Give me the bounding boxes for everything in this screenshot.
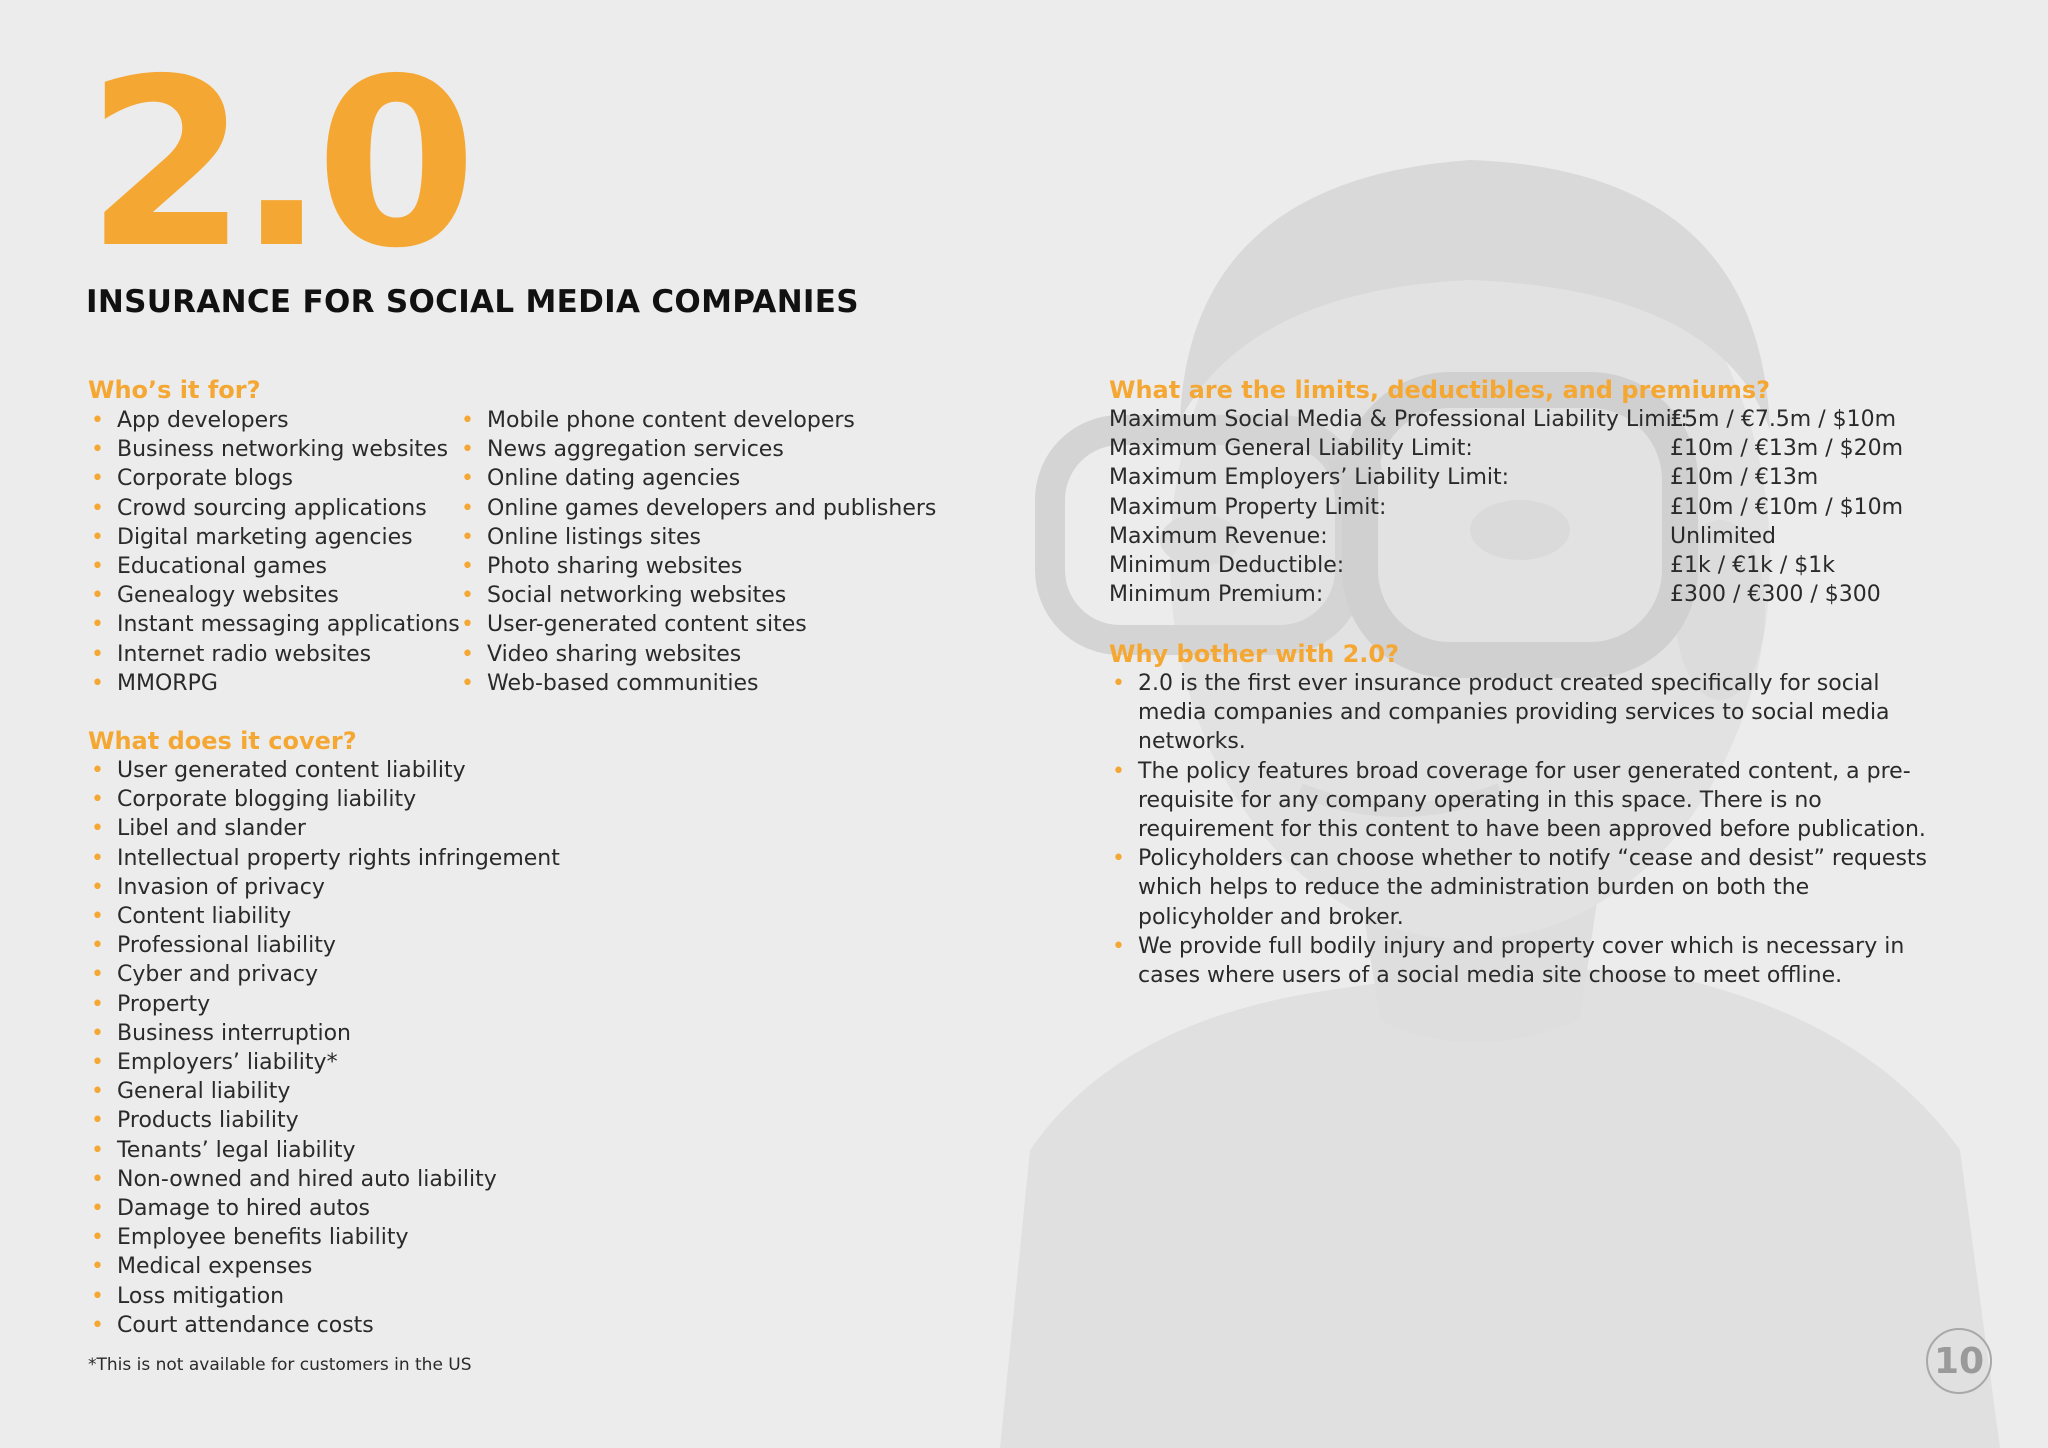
bullet-icon: • [91,904,104,930]
why-heading: Why bother with 2.0? [1109,640,1400,668]
bullet-icon: • [91,933,104,959]
list-item-text: Court attendance costs [117,1312,374,1338]
list-item-text: Business interruption [117,1020,351,1046]
bullet-icon: • [461,466,474,492]
list-item [88,523,460,552]
list-item [458,406,936,435]
bullet-icon: • [91,1020,104,1046]
list-item-text: Social networking websites [487,583,787,609]
bullet-icon: • [461,583,474,609]
bullet-icon: • [461,641,474,667]
who-for-list-col2 [458,406,936,698]
list-item-text: Content liability [117,904,292,930]
list-item-text: Property [117,991,211,1017]
list-item-text: Genealogy websites [117,583,339,609]
bullet-icon: • [461,554,474,580]
list-item-text: MMORPG [117,670,218,696]
limit-value: £1k / €1k / $1k [1670,553,1835,579]
list-item [88,581,460,610]
list-item-text: Online dating agencies [487,466,741,492]
why-list [1109,669,1949,990]
list-item [458,523,936,552]
bullet-icon: • [91,1283,104,1309]
bullet-icon: • [91,1108,104,1134]
list-item [88,1165,560,1194]
bullet-icon: • [1112,671,1125,696]
list-item [88,844,560,873]
bullet-icon: • [91,1137,104,1163]
list-item-text: We provide full bodily injury and property cover which is necessary in cases where users of a social media site choose to meet offline. [1138,933,1905,989]
list-item [88,785,560,814]
list-item [88,873,560,902]
bullet-icon: • [91,1254,104,1280]
limit-row [1109,493,1903,522]
list-item-text: Intellectual property rights infringement [117,845,560,871]
list-item [88,1048,560,1077]
list-item [458,610,936,639]
list-item-text: Libel and slander [117,816,306,842]
list-item [88,610,460,639]
list-item [88,990,560,1019]
limit-value: £10m / €13m [1670,465,1819,491]
bullet-icon: • [461,524,474,550]
list-item [1109,844,1949,932]
page-title: INSURANCE FOR SOCIAL MEDIA COMPANIES [86,284,859,320]
list-item-text: Non-owned and hired auto liability [117,1166,497,1192]
bullet-icon: • [91,962,104,988]
limit-value: Unlimited [1670,523,1776,549]
list-item [458,494,936,523]
limit-row [1109,551,1903,580]
list-item [88,814,560,843]
who-for-heading: Who’s it for? [88,376,261,404]
bullet-icon: • [1112,933,1125,959]
list-item [458,552,936,581]
list-item-text: Instant messaging applications [117,612,460,638]
limit-label: Minimum Deductible: [1109,553,1345,579]
list-item [88,406,460,435]
list-item [88,1252,560,1281]
list-item-text: The policy features broad coverage for user generated content, a pre-requisite for any company operating in this space. There is no requirement for this content to have been approved before publication. [1138,758,1926,843]
bullet-icon: • [91,641,104,667]
limits-table [1109,405,1903,609]
bullet-icon: • [91,670,104,696]
bullet-icon: • [91,845,104,871]
list-item [88,435,460,464]
cover-list [88,756,560,1340]
list-item-text: Photo sharing websites [487,554,743,580]
list-item-text: Online listings sites [487,524,701,550]
bullet-icon: • [91,437,104,463]
list-item [458,640,936,669]
limit-label: Minimum Premium: [1109,582,1324,608]
bullet-icon: • [91,554,104,580]
list-item [458,581,936,610]
list-item-text: Mobile phone content developers [487,408,855,433]
list-item-text: Web-based communities [487,670,759,696]
bullet-icon: • [91,612,104,638]
list-item [88,960,560,989]
list-item-text: Loss mitigation [117,1283,285,1309]
list-item-text: App developers [117,408,289,433]
list-item [88,494,460,523]
limit-value: £300 / €300 / $300 [1670,582,1881,608]
limit-label: Maximum Revenue: [1109,523,1328,549]
limit-value: £10m / €13m / $20m [1670,436,1904,462]
list-item [88,1019,560,1048]
list-item [88,931,560,960]
list-item-text: Video sharing websites [487,641,742,667]
list-item [88,552,460,581]
footnote: *This is not available for customers in the US [88,1355,472,1375]
list-item [88,1136,560,1165]
list-item-text: Policyholders can choose whether to notify “cease and desist” requests which helps to reduce the administration burden on both the policyholder and broker. [1138,846,1927,930]
list-item-text: Corporate blogging liability [117,787,417,813]
list-item [88,1077,560,1106]
bullet-icon: • [91,583,104,609]
list-item [458,669,936,698]
bullet-icon: • [1112,846,1125,872]
bullet-icon: • [461,495,474,521]
limit-row [1109,405,1903,434]
product-number-heading: 2.0 [86,29,467,299]
bullet-icon: • [91,874,104,900]
bullet-icon: • [91,1196,104,1222]
limits-heading: What are the limits, deductibles, and premiums? [1109,376,1771,404]
list-item [88,1223,560,1252]
list-item [88,640,460,669]
list-item-text: Damage to hired autos [117,1196,370,1222]
list-item-text: Crowd sourcing applications [117,495,427,521]
bullet-icon: • [461,612,474,638]
limit-label: Maximum Property Limit: [1109,494,1387,520]
list-item [88,756,560,785]
limit-label: Maximum Employers’ Liability Limit: [1109,465,1510,491]
page-number-badge: 10 [1926,1328,1992,1394]
bullet-icon: • [91,1079,104,1105]
bullet-icon: • [91,408,104,433]
bullet-icon: • [91,524,104,550]
bullet-icon: • [91,495,104,521]
list-item-text: Digital marketing agencies [117,524,413,550]
limit-value: £5m / €7.5m / $10m [1670,407,1897,432]
list-item-text: Professional liability [117,933,336,959]
list-item-text: Employers’ liability* [117,1050,338,1076]
list-item-text: User-generated content sites [487,612,807,638]
list-item [458,464,936,493]
list-item-text: Internet radio websites [117,641,372,667]
limit-row [1109,522,1903,551]
list-item-text: 2.0 is the first ever insurance product created specifically for social media companies and companies providing services to social media networks. [1138,671,1890,755]
list-item-text: Tenants’ legal liability [117,1137,356,1163]
bullet-icon: • [461,437,474,463]
list-item [88,902,560,931]
list-item [458,435,936,464]
list-item-text: Employee benefits liability [117,1225,409,1251]
who-for-list-col1 [88,406,460,698]
limit-row [1109,434,1903,463]
list-item-text: Corporate blogs [117,466,293,492]
bullet-icon: • [91,787,104,813]
bullet-icon: • [461,670,474,696]
list-item [88,1282,560,1311]
bullet-icon: • [91,1312,104,1338]
list-item [1109,932,1949,990]
bullet-icon: • [91,816,104,842]
bullet-icon: • [461,408,474,433]
bullet-icon: • [91,466,104,492]
bullet-icon: • [91,1166,104,1192]
cover-heading: What does it cover? [88,727,357,755]
list-item-text: Invasion of privacy [117,874,325,900]
list-item-text: News aggregation services [487,437,784,463]
list-item-text: User generated content liability [117,758,466,783]
limit-label: Maximum Social Media & Professional Liability Limit: [1109,407,1688,432]
limit-row [1109,580,1903,609]
list-item [88,669,460,698]
list-item [88,464,460,493]
list-item-text: Online games developers and publishers [487,495,937,521]
list-item-text: Medical expenses [117,1254,313,1280]
bullet-icon: • [91,758,104,783]
list-item [1109,757,1949,845]
bullet-icon: • [1112,758,1125,784]
list-item-text: Educational games [117,554,327,580]
limit-row [1109,463,1903,492]
list-item-text: General liability [117,1079,291,1105]
list-item-text: Products liability [117,1108,299,1134]
list-item [88,1106,560,1135]
list-item [88,1194,560,1223]
limit-value: £10m / €10m / $10m [1670,494,1904,520]
list-item [1109,669,1949,757]
list-item-text: Cyber and privacy [117,962,319,988]
limit-label: Maximum General Liability Limit: [1109,436,1473,462]
list-item-text: Business networking websites [117,437,449,463]
bullet-icon: • [91,1225,104,1251]
bullet-icon: • [91,1050,104,1076]
list-item [88,1311,560,1340]
bullet-icon: • [91,991,104,1017]
